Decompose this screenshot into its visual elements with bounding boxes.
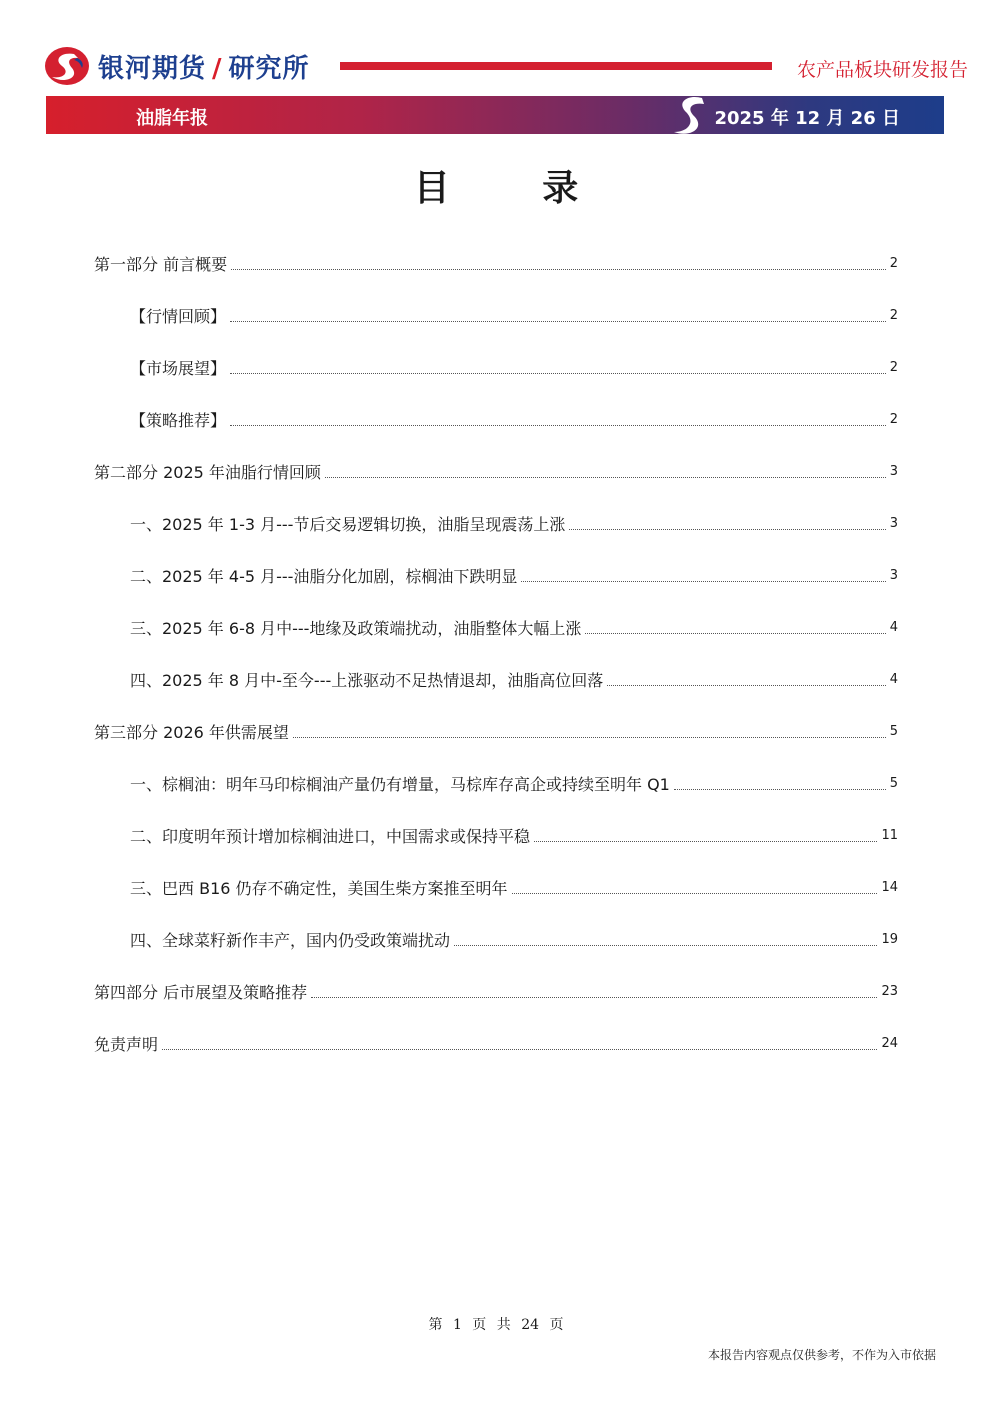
toc-entry-page: 2 [889,360,898,375]
toc-entry-page: 2 [889,308,898,323]
toc-entry-text: 二、2025 年 4-5 月---油脂分化加剧，棕榈油下跌明显 [130,567,518,586]
toc-entry-text: 【市场展望】 [130,359,227,378]
toc-entry[interactable] [130,818,898,848]
toc-entry-text: 三、巴西 B16 仍存不确定性，美国生柴方案推至明年 [130,879,508,898]
toc-entry-page: 23 [881,984,898,999]
toc-entry[interactable] [130,558,898,588]
toc-entry[interactable] [94,974,898,1004]
toc-entry-page: 2 [889,412,898,427]
toc-dot-leader [311,996,877,998]
brand-sub: 研究所 [228,54,310,84]
toc-entry-text: 第一部分 前言概要 [94,255,228,274]
toc-entry[interactable] [94,246,898,276]
toc-entry[interactable] [130,350,898,380]
toc-entry-text: 二、印度明年预计增加棕榈油进口，中国需求或保持平稳 [130,827,531,846]
toc-entry[interactable] [130,298,898,328]
toc-dot-leader [230,320,886,322]
toc-dot-leader [674,788,886,790]
toc-entry[interactable] [94,714,898,744]
brand-slash: / [212,54,223,84]
brand-title [98,48,310,85]
toc-dot-leader [230,372,886,374]
toc-title: 目 录 [413,168,619,209]
toc-dot-leader [325,476,886,478]
toc-dot-leader [521,580,885,582]
toc-dot-leader [534,840,877,842]
toc-entry[interactable] [130,870,898,900]
toc-entry-page: 4 [889,672,898,687]
toc-entry-page: 3 [889,568,898,583]
toc-entry-page: 2 [889,256,898,271]
toc-entry-page: 14 [881,880,898,895]
toc-entry-page: 11 [881,828,898,843]
brand-name: 银河期货 [98,54,207,84]
report-category: 农产品板块研发报告 [796,59,968,81]
toc-entry-page: 5 [889,724,898,739]
toc-entry[interactable] [130,662,898,692]
toc-dot-leader [585,632,885,634]
toc-entry[interactable] [94,1026,898,1056]
toc-entry-text: 第三部分 2026 年供需展望 [94,723,289,742]
header-banner [46,96,944,134]
toc-dot-leader [231,268,886,270]
toc-dot-leader [162,1048,877,1050]
toc-entry[interactable] [130,922,898,952]
toc-entry-text: 四、全球菜籽新作丰产，国内仍受政策端扰动 [130,931,451,950]
toc-entry-text: 一、2025 年 1-3 月---节后交易逻辑切换，油脂呈现震荡上涨 [130,515,566,534]
galaxy-futures-logo-icon [44,46,90,86]
report-header [0,0,992,140]
toc-entry[interactable] [130,402,898,432]
toc-entry[interactable] [130,506,898,536]
toc-entry-text: 【行情回顾】 [130,307,227,326]
toc-entry-text: 第二部分 2025 年油脂行情回顾 [94,463,321,482]
toc-entry-page: 3 [889,516,898,531]
swirl-icon [668,92,712,138]
header-red-rule [340,62,772,70]
report-date: 2025 年 12 月 26 日 [714,108,900,129]
toc-entry-page: 4 [889,620,898,635]
toc-entry-page: 19 [881,932,898,947]
toc-dot-leader [512,892,878,894]
toc-dot-leader [569,528,885,530]
toc-dot-leader [293,736,886,738]
toc-entry[interactable] [130,610,898,640]
toc-entry-page: 5 [889,776,898,791]
toc-entry[interactable] [94,454,898,484]
toc-dot-leader [230,424,886,426]
toc-entry-text: 一、棕榈油：明年马印棕榈油产量仍有增量，马棕库存高企或持续至明年 Q1 [130,775,670,794]
toc-entry-text: 免责声明 [94,1035,159,1054]
toc-dot-leader [454,944,877,946]
toc-entry-text: 三、2025 年 6-8 月中---地缘及政策端扰动，油脂整体大幅上涨 [130,619,582,638]
toc-entry-text: 第四部分 后市展望及策略推荐 [94,983,308,1002]
page-number: 第 1 页 共 24 页 [428,1317,564,1333]
toc-entry-text: 【策略推荐】 [130,411,227,430]
toc-entry-page: 24 [881,1036,898,1051]
report-type: 油脂年报 [136,108,208,129]
toc-dot-leader [607,684,885,686]
toc-entry[interactable] [130,766,898,796]
footer-disclaimer: 本报告内容观点仅供参考，不作为入市依据 [707,1348,936,1362]
toc-entry-page: 3 [889,464,898,479]
toc-entry-text: 四、2025 年 8 月中-至今---上涨驱动不足热情退却，油脂高位回落 [130,671,604,690]
